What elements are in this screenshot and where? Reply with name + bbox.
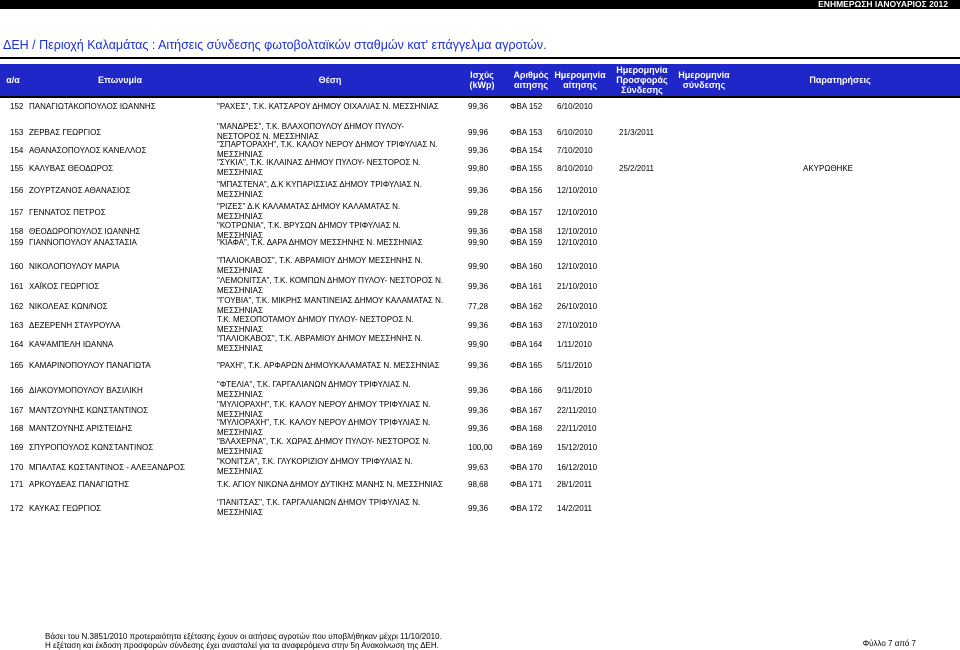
table-row (0, 202, 960, 222)
cell-kw: 99,36 (468, 146, 489, 155)
position-line-1: "ΡΑΧΗ", Τ.Κ. ΑΡΦΑΡΩΝ ΔΗΜΟΥΚΑΛΑΜΑΤΑΣ Ν. ΜΕΣΣΗΝΙΑΣ (217, 361, 440, 370)
table-row (0, 102, 960, 122)
cell-aa: 170 (10, 463, 24, 472)
cell-app: 21/10/2010 (557, 282, 598, 291)
header-position: Θέση (318, 75, 342, 85)
cell-num: ΦΒΑ 157 (510, 208, 543, 217)
position-line-1: "ΠΑΛΙΟΚΑΒΟΣ", Τ.Κ. ΑΒΡΑΜΙΟΥ ΔΗΜΟΥ ΜΕΣΣΗΝΗΣ Ν. (217, 256, 423, 265)
position-line-2: ΜΕΣΣΗΝΙΑΣ (217, 428, 263, 437)
cell-num: ΦΒΑ 171 (510, 480, 543, 489)
top-bar (0, 0, 960, 9)
table-row (0, 418, 960, 438)
cell-name: ΔΙΑΚΟΥΜΟΠΟΥΛΟΥ ΒΑΣΙΛΙΚΗ (29, 386, 143, 395)
position-line-1: "ΠΑΝΙΤΣΑΣ", Τ.Κ. ΓΑΡΓΑΛΙΑΝΩΝ ΔΗΜΟΥ ΤΡΙΦΥΛΙΑΣ Ν. (217, 498, 421, 507)
cell-position (217, 498, 420, 518)
cell-app: 12/10/2010 (557, 238, 598, 247)
cell-app: 14/2/2011 (557, 504, 592, 513)
cell-position (217, 256, 423, 276)
cell-kw: 99,36 (468, 361, 489, 370)
cell-aa: 161 (10, 282, 24, 291)
cell-aa: 162 (10, 302, 24, 311)
cell-position (217, 480, 443, 490)
cell-num: ΦΒΑ 162 (510, 302, 543, 311)
position-line-1: "ΜΥΛΙΟΡΑΧΗ", Τ.Κ. ΚΑΛΟΥ ΝΕΡΟΥ ΔΗΜΟΥ ΤΡΙΦΥΛΙΑΣ Ν. (217, 418, 431, 427)
position-line-2: ΜΕΣΣΗΝΙΑΣ (217, 286, 263, 295)
cell-name: ΠΑΝΑΓΙΩΤΑΚΟΠΟΥΛΟΣ ΙΩΑΝΝΗΣ (29, 102, 156, 111)
cell-app: 28/1/2011 (557, 480, 592, 489)
table-row (0, 140, 960, 160)
position-line-1: "ΣΠΑΡΤΟΡΑΧΗ", Τ.Κ. ΚΑΛΟΥ ΝΕΡΟΥ ΔΗΜΟΥ ΤΡΙΦΥΛΙΑΣ Ν. (217, 140, 438, 149)
cell-name: ΧΑΪΚΟΣ ΓΕΩΡΓΙΟΣ (29, 282, 100, 291)
cell-aa: 158 (10, 227, 24, 236)
cell-kw: 99,63 (468, 463, 489, 472)
table-row (0, 158, 960, 178)
cell-kw: 100,00 (468, 443, 493, 452)
position-line-2: ΜΕΣΣΗΝΙΑΣ (217, 508, 263, 517)
cell-position (217, 238, 423, 248)
cell-app: 22/11/2010 (557, 406, 597, 415)
table-row (0, 380, 960, 400)
cell-app: 5/11/2010 (557, 361, 592, 370)
position-line-2: ΜΕΣΣΗΝΙΑΣ (217, 467, 263, 476)
cell-num: ΦΒΑ 152 (510, 102, 543, 111)
update-label: ΕΝΗΜΕΡΩΣΗ ΙΑΝΟΥΑΡΙΟΣ 2012 (818, 0, 948, 9)
position-line-1: "ΣΥΚΙΑ", Τ.Κ. ΙΚΛΑΙΝΑΣ ΔΗΜΟΥ ΠΥΛΟΥ- ΝΕΣΤΟΡΟΣ Ν. (217, 158, 421, 167)
cell-aa: 153 (10, 128, 24, 137)
table-row (0, 437, 960, 457)
cell-kw: 99,28 (468, 208, 489, 217)
cell-app: 1/11/2010 (557, 340, 592, 349)
table-row (0, 122, 960, 142)
cell-app: 15/12/2010 (557, 443, 598, 452)
cell-num: ΦΒΑ 161 (510, 282, 543, 291)
cell-aa: 155 (10, 164, 24, 173)
cell-num: ΦΒΑ 166 (510, 386, 543, 395)
position-line-1: "ΚΙΑΦΑ", Τ.Κ. ΔΑΡΑ ΔΗΜΟΥ ΜΕΣΣΗΝΗΣ Ν. ΜΕΣΣΗΝΙΑΣ (217, 238, 423, 247)
cell-kw: 99,80 (468, 164, 489, 173)
position-line-1: "ΒΛΑΧΕΡΝΑ", Τ.Κ. ΧΩΡΑΣ ΔΗΜΟΥ ΠΥΛΟΥ- ΝΕΣΤΟΡΟΣ Ν. (217, 437, 431, 446)
cell-name: ΑΘΑΝΑΣΟΠΟΥΛΟΣ ΚΑΝΕΛΛΟΣ (29, 146, 147, 155)
cell-name: ΣΠΥΡΟΠΟΥΛΟΣ ΚΩΝΣΤΑΝΤΙΝΟΣ (29, 443, 154, 452)
divider (0, 57, 960, 59)
cell-position (217, 202, 400, 222)
position-line-1: "ΜΥΛΙΟΡΑΧΗ", Τ.Κ. ΚΑΛΟΥ ΝΕΡΟΥ ΔΗΜΟΥ ΤΡΙΦΥΛΙΑΣ Ν. (217, 400, 431, 409)
cell-aa: 154 (10, 146, 24, 155)
table-row (0, 400, 960, 420)
cell-app: 16/12/2010 (557, 463, 598, 472)
cell-kw: 99,90 (468, 340, 489, 349)
header-app-no: Αριθμός αιτησης (513, 70, 549, 90)
footer-line-2: Η εξέταση και έκδοση προσφορών σύνδεσης έχει ανασταλεί για τα αναφερόμενα στην 5η Ανακοίνωση της ΔΕΗ. (45, 641, 439, 650)
table-row (0, 296, 960, 316)
cell-aa: 164 (10, 340, 24, 349)
cell-note: ΑΚΥΡΩΘΗΚΕ (803, 164, 853, 173)
table-row (0, 361, 960, 381)
cell-position (217, 140, 438, 160)
cell-aa: 166 (10, 386, 24, 395)
cell-kw: 99,36 (468, 504, 489, 513)
position-line-1: Τ.Κ. ΜΕΣΟΠΟΤΑΜΟΥ ΔΗΜΟΥ ΠΥΛΟΥ- ΝΕΣΤΟΡΟΣ Ν. (217, 315, 414, 324)
position-line-2: ΜΕΣΣΗΝΙΑΣ (217, 344, 263, 353)
cell-num: ΦΒΑ 163 (510, 321, 543, 330)
cell-position (217, 180, 422, 200)
header-notes: Παρατηρήσεις (809, 75, 871, 85)
cell-app: 9/11/2010 (557, 386, 592, 395)
divider (0, 96, 960, 98)
cell-app: 27/10/2010 (557, 321, 598, 330)
table-row (0, 315, 960, 335)
cell-num: ΦΒΑ 164 (510, 340, 543, 349)
cell-aa: 156 (10, 186, 24, 195)
header-name: Επωνυμία (97, 75, 143, 85)
cell-position (217, 158, 421, 178)
position-line-2: ΝΕΣΤΟΡΟΣ Ν. ΜΕΣΣΗΝΙΑΣ (217, 132, 319, 141)
cell-name: ΖΕΡΒΑΣ ΓΕΩΡΓΙΟΣ (29, 128, 102, 137)
cell-name: ΜΠΑΛΤΑΣ ΚΩΣΤΑΝΤΙΝΟΣ - ΑΛΕΞΑΝΔΡΟΣ (29, 463, 185, 472)
cell-app: 6/10/2010 (557, 102, 593, 111)
cell-aa: 160 (10, 262, 24, 271)
cell-position (217, 361, 440, 371)
cell-kw: 99,36 (468, 386, 489, 395)
cell-app: 12/10/2010 (557, 227, 598, 236)
cell-num: ΦΒΑ 172 (510, 504, 543, 513)
cell-aa: 172 (10, 504, 24, 513)
position-line-2: ΜΕΣΣΗΝΙΑΣ (217, 190, 263, 199)
position-line-1: "ΡΑΧΕΣ", Τ.Κ. ΚΑΤΣΑΡΟΥ ΔΗΜΟΥ ΟΙΧΑΛΙΑΣ Ν. ΜΕΣΣΗΝΙΑΣ (217, 102, 439, 111)
position-line-1: "ΦΤΕΛΙΑ", Τ.Κ. ΓΑΡΓΑΛΙΑΝΩΝ ΔΗΜΟΥ ΤΡΙΦΥΛΙΑΣ Ν. (217, 380, 411, 389)
cell-kw: 99,36 (468, 321, 489, 330)
cell-prop: 21/3/2011 (619, 128, 654, 137)
cell-kw: 99,36 (468, 102, 489, 111)
table-row (0, 334, 960, 354)
position-line-1: "ΚΟΝΙΤΣΑ", Τ.Κ. ΓΛΥΚΟΡΙΖΙΟΥ ΔΗΜΟΥ ΤΡΙΦΥΛΙΑΣ Ν. (217, 457, 413, 466)
cell-kw: 99,96 (468, 128, 489, 137)
cell-kw: 99,90 (468, 262, 489, 271)
table-row (0, 498, 960, 518)
header-aa: α/α (6, 75, 20, 85)
cell-aa: 169 (10, 443, 24, 452)
table-row (0, 238, 960, 258)
cell-app: 26/10/2010 (557, 302, 598, 311)
cell-kw: 99,36 (468, 424, 489, 433)
position-line-1: "ΠΑΛΙΟΚΑΒΟΣ", Τ.Κ. ΑΒΡΑΜΙΟΥ ΔΗΜΟΥ ΜΕΣΣΗΝΗΣ Ν. (217, 334, 423, 343)
table-row (0, 480, 960, 500)
cell-name: ΔΕΖΕΡΕΝΗ ΣΤΑΥΡΟΥΛΑ (29, 321, 121, 330)
position-line-1: "ΓΟΥΒΙΑ", Τ.Κ. ΜΙΚΡΗΣ ΜΑΝΤΙΝΕΙΑΣ ΔΗΜΟΥ ΚΑΛΑΜΑΤΑΣ Ν. (217, 296, 444, 305)
cell-name: ΚΑΥΚΑΣ ΓΕΩΡΓΙΟΣ (29, 504, 102, 513)
cell-kw: 98,68 (468, 480, 489, 489)
cell-position (217, 315, 413, 335)
cell-aa: 165 (10, 361, 24, 370)
table-row (0, 180, 960, 200)
cell-position (217, 276, 443, 296)
cell-position (217, 334, 423, 354)
position-line-2: ΜΕΣΣΗΝΙΑΣ (217, 150, 263, 159)
cell-aa: 163 (10, 321, 24, 330)
cell-kw: 99,36 (468, 406, 489, 415)
cell-num: ΦΒΑ 160 (510, 262, 543, 271)
cell-name: ΝΙΚΟΛΕΑΣ ΚΩΝ/ΝΟΣ (29, 302, 108, 311)
header-conn-date: Ημερομηνία σύνδεσης (678, 70, 730, 90)
page-title: ΔΕΗ / Περιοχή Καλαμάτας : Αιτήσεις σύνδεσης φωτοβολταϊκών σταθμών κατ' επάγγελμα αγροτών. (3, 38, 547, 52)
position-line-2: ΜΕΣΣΗΝΙΑΣ (217, 306, 263, 315)
footer-notes (45, 632, 442, 650)
cell-num: ΦΒΑ 158 (510, 227, 543, 236)
position-line-1: Τ.Κ. ΑΓΙΟΥ ΝΙΚΩΝΑ ΔΗΜΟΥ ΔΥΤΙΚΗΣ ΜΑΝΗΣ Ν. ΜΕΣΣΗΝΙΑΣ (217, 480, 443, 489)
cell-app: 7/10/2010 (557, 146, 593, 155)
cell-name: ΜΑΝΤΖΟΥΝΗΣ ΑΡΙΣΤΕΙΔΗΣ (29, 424, 133, 433)
cell-position (217, 400, 430, 420)
cell-num: ΦΒΑ 156 (510, 186, 543, 195)
table-row (0, 256, 960, 276)
position-line-1: "ΡΙΖΕΣ" Δ.Κ ΚΑΛΑΜΑΤΑΣ ΔΗΜΟΥ ΚΑΛΑΜΑΤΑΣ Ν. (217, 202, 401, 211)
cell-num: ΦΒΑ 170 (510, 463, 543, 472)
position-line-1: "ΜΠΑΣΤΕΝΑ", Δ.Κ ΚΥΠΑΡΙΣΣΙΑΣ ΔΗΜΟΥ ΤΡΙΦΥΛΙΑΣ Ν. (217, 180, 422, 189)
header-app-date: Ημερομηνία αίτησης (554, 70, 606, 90)
cell-num: ΦΒΑ 153 (510, 128, 543, 137)
table-row (0, 457, 960, 477)
cell-num: ΦΒΑ 167 (510, 406, 543, 415)
cell-kw: 77,28 (468, 302, 489, 311)
cell-position (217, 102, 439, 112)
position-line-1: "ΛΕΜΟΝΙΤΣΑ", Τ.Κ. ΚΟΜΠΩΝ ΔΗΜΟΥ ΠΥΛΟΥ- ΝΕΣΤΟΡΟΣ Ν. (217, 276, 444, 285)
cell-position (217, 296, 443, 316)
header-power: Ισχύς (kWp) (469, 70, 495, 90)
cell-aa: 152 (10, 102, 24, 111)
position-line-2: ΜΕΣΣΗΝΙΑΣ (217, 447, 263, 456)
cell-num: ΦΒΑ 155 (510, 164, 543, 173)
cell-name: ΓΙΑΝΝΟΠΟΥΛΟΥ ΑΝΑΣΤΑΣΙΑ (29, 238, 137, 247)
cell-position (217, 457, 413, 477)
cell-position (217, 122, 404, 142)
cell-num: ΦΒΑ 154 (510, 146, 543, 155)
cell-name: ΝΙΚΟΛΟΠΟΥΛΟΥ ΜΑΡΙΑ (29, 262, 120, 271)
position-line-1: "ΚΟΤΡΩΝΙΑ", Τ.Κ. ΒΡΥΣΩΝ ΔΗΜΟΥ ΤΡΙΦΥΛΙΑΣ Ν. (217, 221, 401, 230)
cell-app: 22/11/2010 (557, 424, 597, 433)
cell-app: 12/10/2010 (557, 262, 598, 271)
cell-aa: 167 (10, 406, 24, 415)
cell-kw: 99,90 (468, 238, 489, 247)
cell-name: ΘΕΟΔΩΡΟΠΟΥΛΟΣ ΙΩΑΝΝΗΣ (29, 227, 141, 236)
cell-name: ΚΑΜΑΡΙΝΟΠΟΥΛΟΥ ΠΑΝΑΓΙΩΤΑ (29, 361, 151, 370)
cell-name: ΚΑΨΑΜΠΕΛΗ ΙΩΑΝΝΑ (29, 340, 114, 349)
cell-position (217, 437, 430, 457)
cell-name: ΖΟΥΡΤΖΑΝΟΣ ΑΘΑΝΑΣΙΟΣ (29, 186, 131, 195)
cell-prop: 25/2/2011 (619, 164, 654, 173)
cell-position (217, 418, 430, 438)
cell-aa: 157 (10, 208, 24, 217)
position-line-2: ΜΕΣΣΗΝΙΑΣ (217, 390, 263, 399)
position-line-2: ΜΕΣΣΗΝΙΑΣ (217, 168, 263, 177)
cell-name: ΚΑΛΥΒΑΣ ΘΕΟΔΩΡΟΣ (29, 164, 114, 173)
cell-aa: 168 (10, 424, 24, 433)
position-line-2: ΜΕΣΣΗΝΙΑΣ (217, 231, 263, 240)
position-line-1: "ΜΑΝΔΡΕΣ", Τ.Κ. ΒΛΑΧΟΠΟΥΛΟΥ ΔΗΜΟΥ ΠΥΛΟΥ- (217, 122, 404, 131)
cell-app: 12/10/2010 (557, 186, 598, 195)
cell-name: ΓΕΝΝΑΤΟΣ ΠΕΤΡΟΣ (29, 208, 106, 217)
cell-app: 8/10/2010 (557, 164, 593, 173)
cell-position (217, 380, 410, 400)
cell-app: 12/10/2010 (557, 208, 598, 217)
cell-name: ΜΑΝΤΖΟΥΝΗΣ ΚΩΝΣΤΑΝΤΙΝΟΣ (29, 406, 149, 415)
header-offer-date: Ημερομηνία Προσφοράς Σύνδεσης (616, 65, 668, 95)
position-line-2: ΜΕΣΣΗΝΙΑΣ (217, 410, 263, 419)
cell-num: ΦΒΑ 159 (510, 238, 543, 247)
cell-app: 6/10/2010 (557, 128, 593, 137)
cell-aa: 171 (10, 480, 24, 489)
cell-aa: 159 (10, 238, 24, 247)
cell-num: ΦΒΑ 165 (510, 361, 543, 370)
position-line-2: ΜΕΣΣΗΝΙΑΣ (217, 212, 263, 221)
cell-name: ΑΡΚΟΥΔΕΑΣ ΠΑΝΑΓΙΩΤΗΣ (29, 480, 130, 489)
position-line-2: ΜΕΣΣΗΝΙΑΣ (217, 266, 263, 275)
footer-line-1: Βάσει του Ν.3851/2010 προτεραιότητα εξέτασης έχουν οι αιτήσεις αγροτών που υποβλήθηκαν μέχρι 11/10/2010. (45, 632, 442, 641)
cell-kw: 99,36 (468, 186, 489, 195)
cell-kw: 99,36 (468, 282, 489, 291)
cell-kw: 99,36 (468, 227, 489, 236)
cell-num: ΦΒΑ 169 (510, 443, 543, 452)
page-number: Φύλλο 7 από 7 (862, 639, 916, 648)
cell-num: ΦΒΑ 168 (510, 424, 543, 433)
table-row (0, 276, 960, 296)
position-line-2: ΜΕΣΣΗΝΙΑΣ (217, 325, 263, 334)
